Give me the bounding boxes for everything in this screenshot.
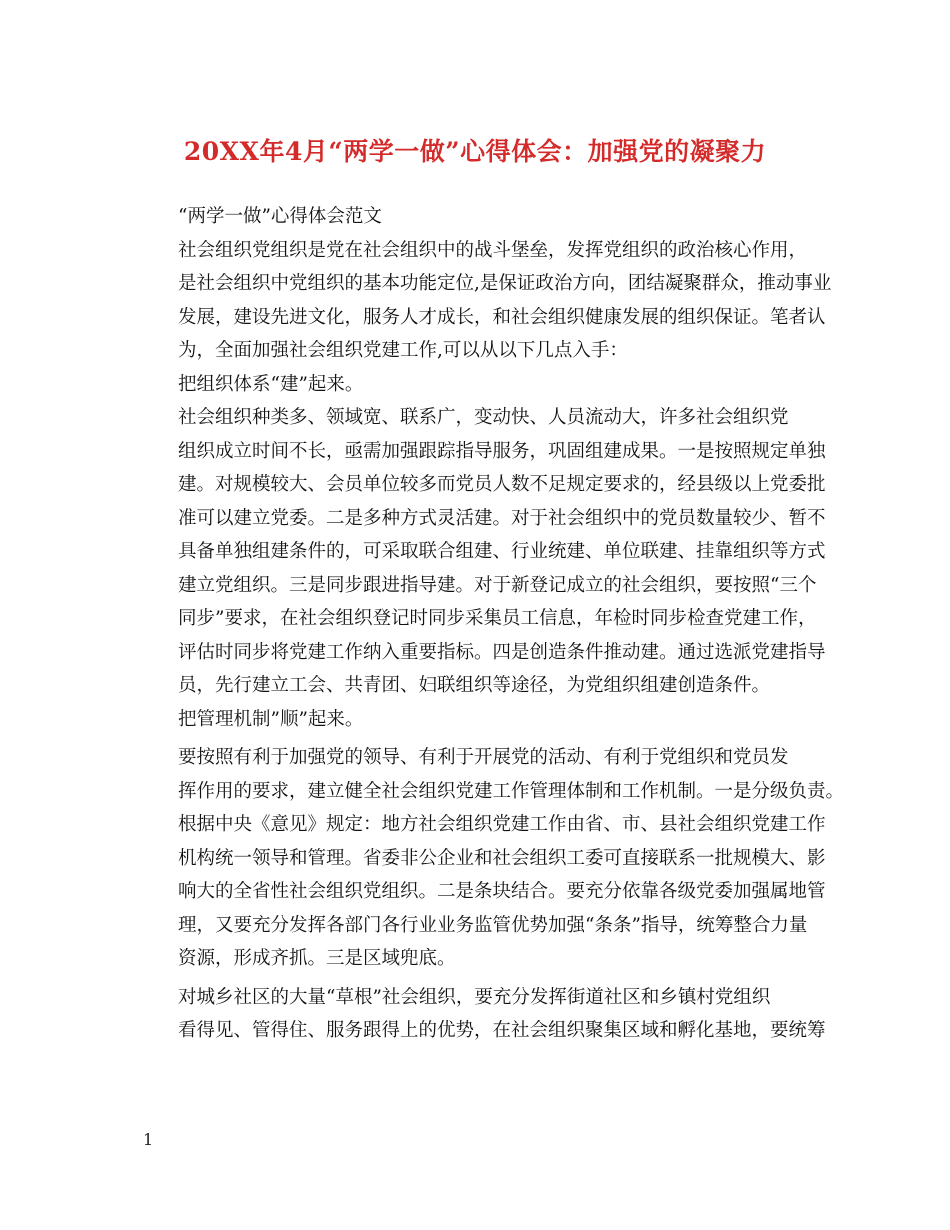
paragraph-4 — [141, 981, 831, 1048]
text-line: 准可以建立党委。二是多种方式灵活建。对于社会组织中的党员数量较少、暂不 — [178, 507, 826, 529]
text-line: 根据中央《意见》规定：地方社会组织党建工作由省、市、县社会组织党建工作 — [178, 814, 826, 835]
text-line: 响大的全省性社会组织党组织。二是条块结合。要充分依靠各级党委加强属地管 — [178, 881, 826, 902]
document-title: 20XX年4月“两学一做”心得体会：加强党的凝聚力 — [183, 137, 767, 166]
page-number: 1 — [143, 1130, 154, 1149]
section-heading-2: 把管理机制”顺”起来。 — [178, 708, 364, 730]
text-line: 社会组织党组织是党在社会组织中的战斗堡垒，发挥党组织的政治核心作用， — [178, 239, 808, 261]
subtitle: “两学一做”心得体会范文 — [178, 206, 382, 227]
text-line: 社会组织种类多、领域宽、联系广，变动快、人员流动大，许多社会组织党 — [178, 407, 789, 428]
text-line: 是社会组织中党组织的基本功能定位,是保证政治方向，团结凝聚群众，推动事业 — [178, 273, 832, 294]
paragraph-3 — [141, 741, 845, 976]
text-line: 建立党组织。三是同步跟进指导建。对于新登记成立的社会组织，要按照“三个 — [178, 574, 817, 596]
text-line: 发展，建设先进文化，服务人才成长，和社会组织健康发展的组织保证。笔者认 — [178, 306, 826, 328]
section-heading-1: 把组织体系“建”起来。 — [178, 373, 364, 395]
text-line: 对城乡社区的大量“草根”社会组织，要充分发挥街道社区和乡镇村党组织 — [178, 986, 771, 1008]
text-line: 资源，形成齐抓。三是区域兜底。 — [178, 948, 456, 969]
text-line: 理，又要充分发挥各部门各行业业务监管优势加强“条条”指导，统筹整合力量 — [178, 914, 808, 936]
text-line: 为，全面加强社会组织党建工作,可以从以下几点入手： — [178, 340, 628, 361]
text-line: 挥作用的要求，建立健全社会组织党建工作管理体制和工作机制。一是分级负责。 — [178, 780, 845, 802]
text-line: 机构统一领导和管理。省委非公企业和社会组织工委可直接联系一批规模大、影 — [178, 847, 826, 869]
text-line: 要按照有利于加强党的领导、有利于开展党的活动、有利于党组织和党员发 — [178, 747, 789, 768]
text-line: 评估时同步将党建工作纳入重要指标。四是创造条件推动建。通过选派党建指导 — [178, 641, 826, 663]
text-line: 员，先行建立工会、共青团、妇联组织等途径，为党组织组建创造条件。 — [178, 675, 771, 696]
text-line: 组织成立时间不长，亟需加强跟踪指导服务，巩固组建成果。一是按照规定单独 — [178, 440, 826, 462]
paragraph-1 — [141, 234, 831, 368]
text-line: 建。对规模较大、会员单位较多而党员人数不足规定要求的，经县级以上党委批 — [178, 474, 826, 495]
text-line: 同步”要求，在社会组织登记时同步采集员工信息，年检时同步检查党建工作， — [178, 608, 817, 629]
paragraph-2 — [141, 401, 831, 703]
text-line: 看得见、管得住、服务跟得上的优势，在社会组织聚集区域和孵化基地，要统筹 — [178, 1020, 826, 1041]
document-body — [141, 200, 845, 1048]
text-line: 具备单独组建条件的，可采取联合组建、行业统建、单位联建、挂靠组织等方式 — [178, 541, 826, 562]
